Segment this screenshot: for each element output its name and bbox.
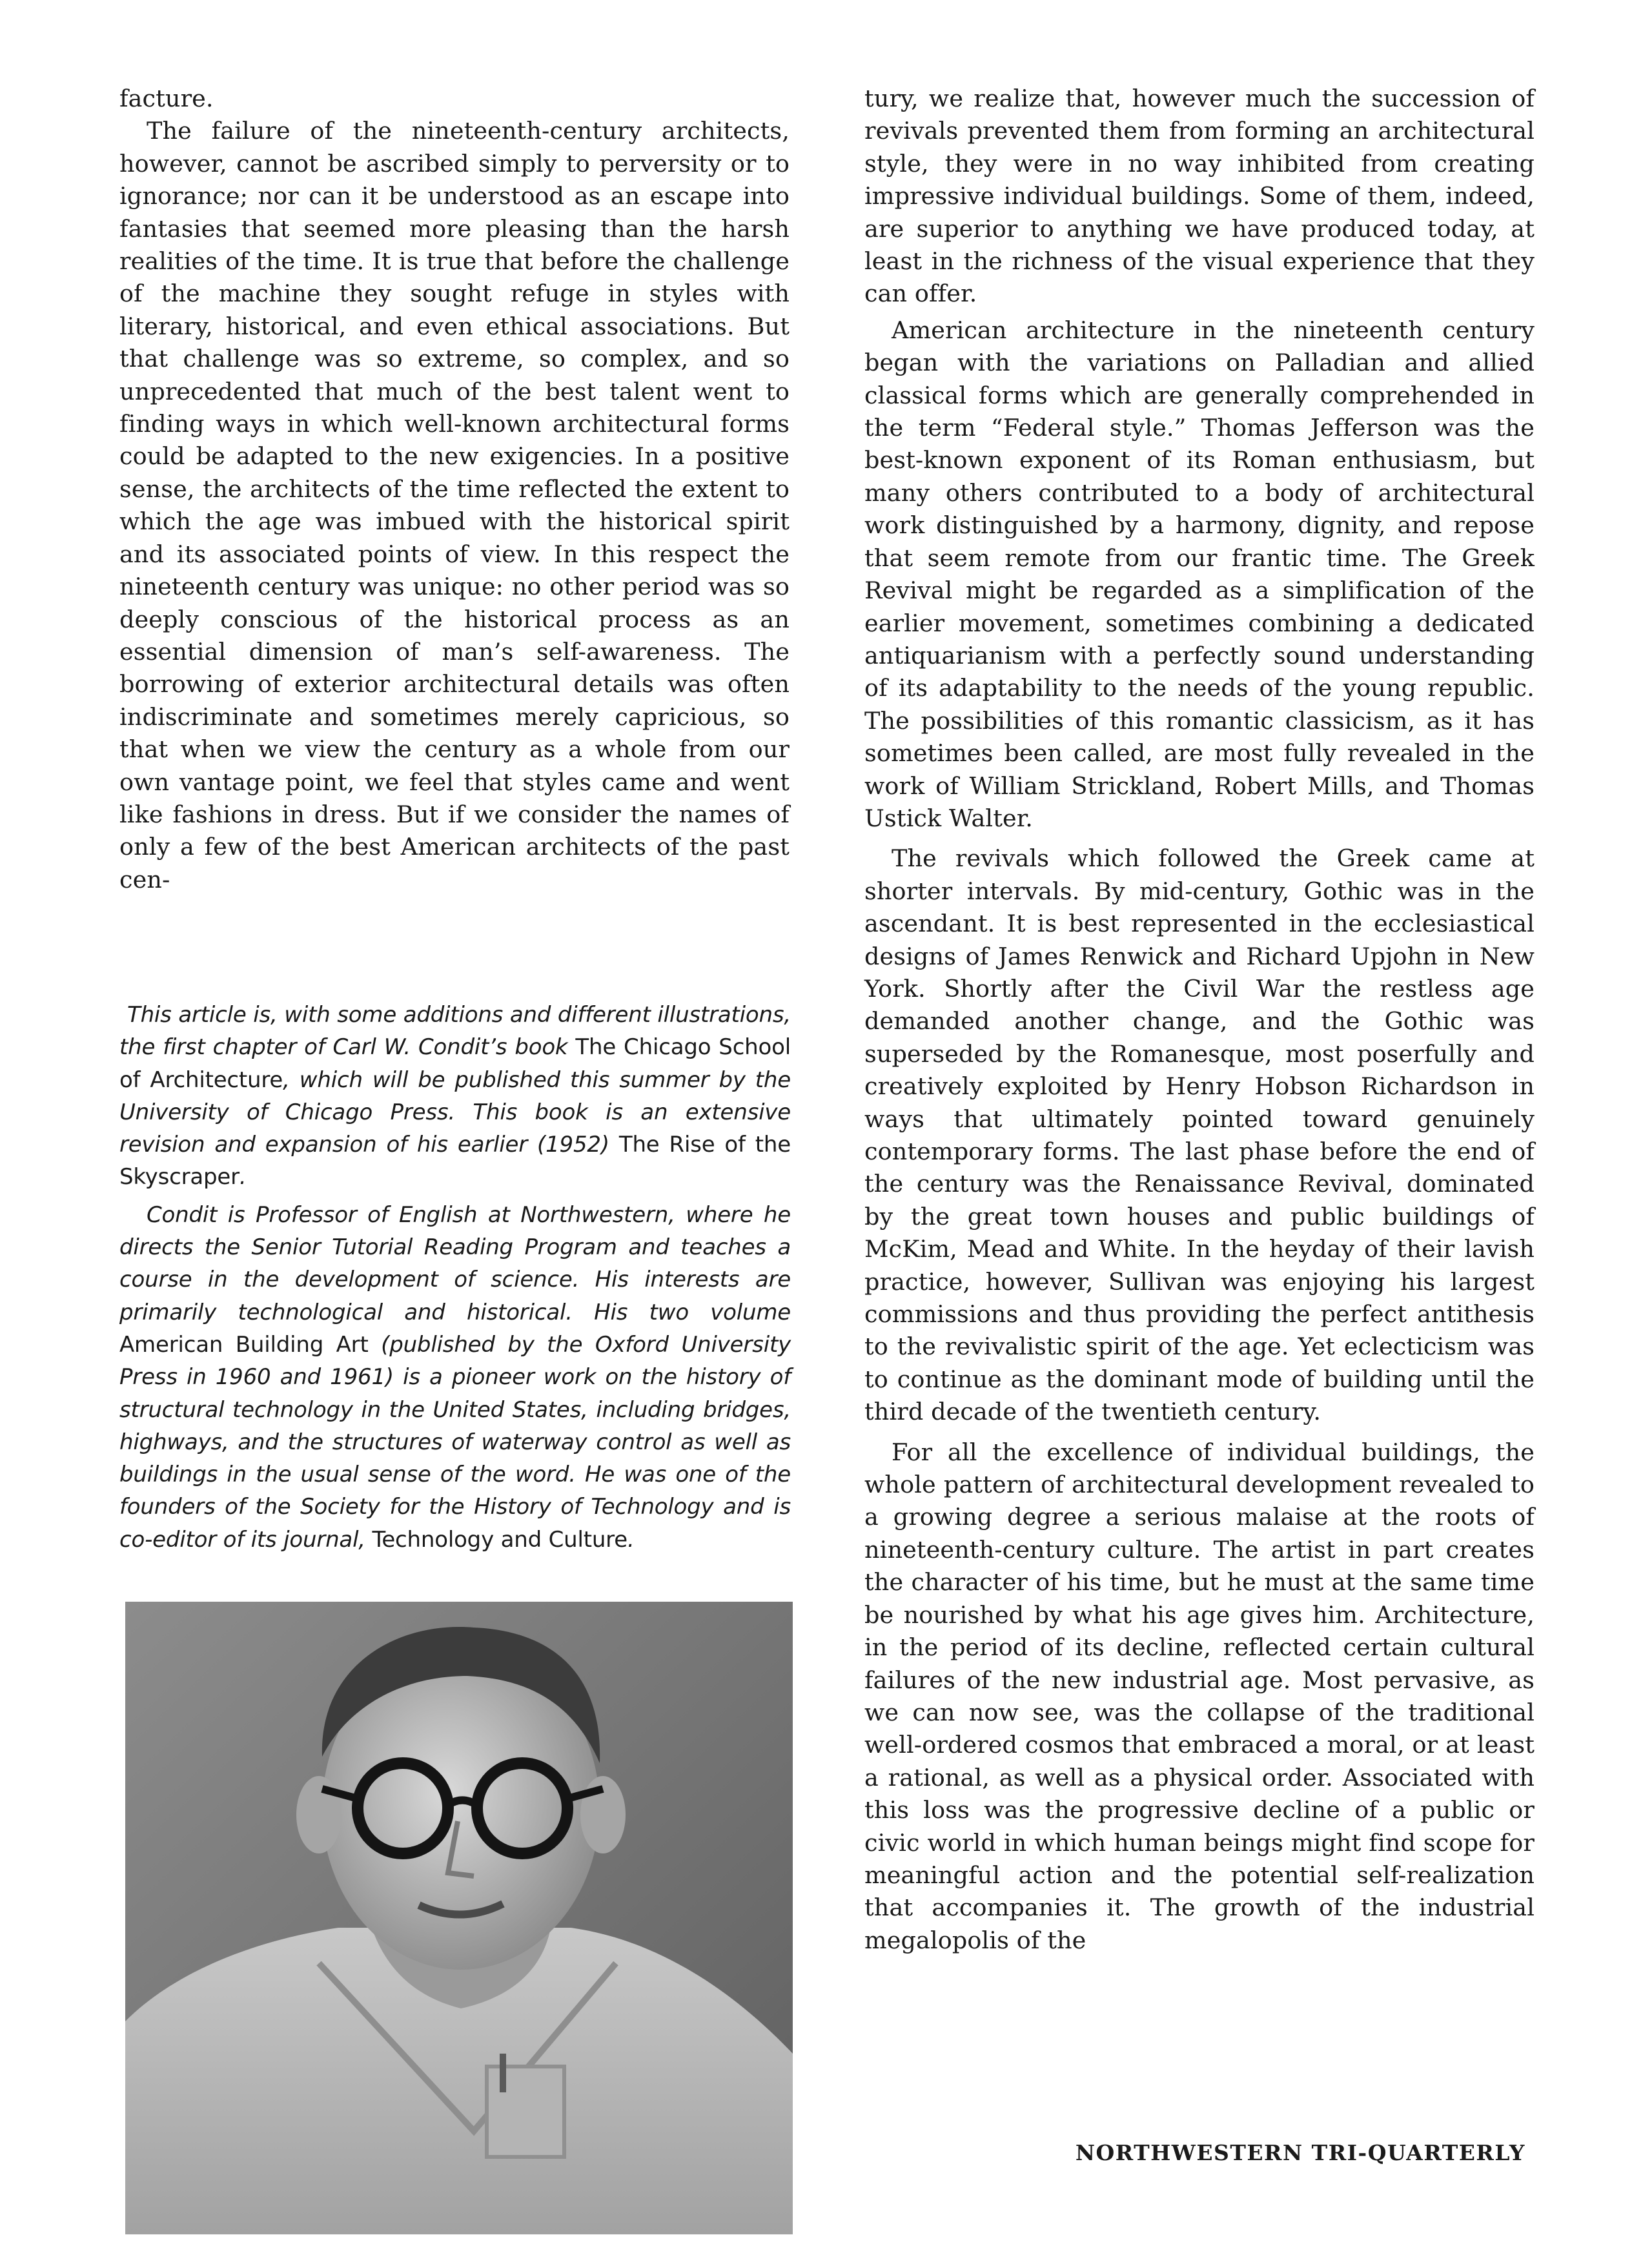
body-paragraph: The failure of the nineteenth-century architects, however, cannot be ascribed simply to perversity or to ignorance; nor can it be understood as an escape into fantasies that seemed more pleasing than the harsh realities of the time. It is true that before the challenge of the machine they sought refuge in styles with literary, historical, and even ethical associations. But that challenge was so extreme, so complex, and so unprecedented that much of the best talent went to finding ways in which well-known architectural forms could be adapted to the new exigencies. In a positive sense, the architects of the time reflected the extent to which the age was imbued with the historical spirit and its associated points of view. In this respect the nineteenth century was unique: no other period was so deeply conscious of the historical process as an essential dimension of man’s self-awareness. The borrowing of exterior architectural details was often indiscriminate and sometimes merely capricious, so that when we view the century as a whole from our own vantage point, we feel that styles came and went like fashions in dress. But if we consider the names of only a few of the best American architects of the past cen- <box>119 117 790 893</box>
running-footer: NORTHWESTERN TRI-QUARTERLY <box>1075 2140 1525 2165</box>
book-title: The Chicago School of Architecture <box>119 1034 791 1093</box>
author-portrait-photo <box>125 1602 793 2234</box>
body-paragraph: The revivals which followed the Greek came at shorter intervals. By mid-century, Gothic was in the ascendant. It is best represented in the ecclesiastical designs of James Renwick and Richard Upjohn in New York. Shortly after the Civil War the restless age demanded another change, and the Gothic was superseded by the Romanesque, most poserfully and creatively exploited by Henry Hobson Richardson in ways that ultimately pointed toward genuinely contemporary forms. The last phase before the end of the century was the Renaissance Revival, dominated by the great town houses and public buildings of McKim, Mead and White. In the heyday of their lavish practice, however, Sullivan was enjoying his largest commissions and thus providing the perfect antithesis to the revivalistic spirit of the age. Yet eclecticism was to continue as the dominant mode of building until the third decade of the twentieth century. <box>864 844 1535 1426</box>
portrait-illustration <box>125 1602 793 2234</box>
author-note <box>119 999 791 1556</box>
left-column <box>119 83 790 896</box>
book-title: The Rise of the Skyscraper <box>119 1132 791 1190</box>
book-title: American Building Art <box>119 1331 369 1358</box>
author-bio-paragraph: Condit is Professor of English at Northwestern, where he directs the Senior Tutorial Reading Program and teaches a course in the development of science. His interests are primarily technological and historical. His two volume American Building Art (published by the Oxford University Press in 1960 and 1961) is a pioneer work on the history of structural technology in the United States, including bridges, highways, and the structures of waterway control as well as buildings in the usual sense of the word. He was one of the founders of the Society for the History of Technology and is co-editor of its journal, Technology and Culture. <box>119 1201 791 1553</box>
author-note-paragraph: This article is, with some additions and different illustrations, the first chapter of Carl W. Condit’s book The Chicago School of Architecture, which will be published this summer by the University of Chicago Press. This book is an extensive revision and expansion of his earlier (1952) The Rise of the Skyscraper. <box>119 1002 791 1190</box>
body-paragraph: American architecture in the nineteenth century began with the variations on Palladian and allied classical forms which are generally comprehended in the term “Federal style.” Thomas Jefferson was the best-known exponent of its Roman enthusiasm, but many others contributed to a body of architectural work distinguished by a harmony, dignity, and repose that seem remote from our frantic time. The Greek Revival might be regarded as a simplification of the earlier movement, sometimes combining a dedicated antiquarianism with a perfectly sound understanding of its adaptability to the needs of the young republic. The possibilities of this romantic classicism, as it has sometimes been called, are most fully revealed in the work of William Strickland, Robert Mills, and Thomas Ustick Walter. <box>864 316 1535 832</box>
body-paragraph: tury, we realize that, however much the succession of revivals prevented them from forming an architectural style, they were in no way inhibited from creating impressive individual buildings. Some of them, indeed, are superior to anything we have produced today, at least in the richness of the visual experience that they can offer. <box>864 85 1535 308</box>
body-paragraph: For all the excellence of individual buildings, the whole pattern of architectural development revealed to a growing degree a serious malaise at the roots of nineteenth-century culture. The artist in part creates the character of his time, but he must at the same time be nourished by what his age gives him. Architecture, in the period of its decline, reflected certain cultural failures of the new industrial age. Most pervasive, as we can now see, was the collapse of the traditional well-ordered cosmos that embraced a moral, or at least a rational, as well as a physical order. Associated with this loss was the progressive decline of a public or civic world in which human beings might find scope for meaningful action and the potential self-realization that accompanies it. The growth of the industrial megalopolis of the <box>864 1438 1535 1954</box>
right-column <box>864 83 1535 1957</box>
journal-title: Technology and Culture <box>372 1526 627 1553</box>
body-paragraph: facture. <box>119 85 214 112</box>
